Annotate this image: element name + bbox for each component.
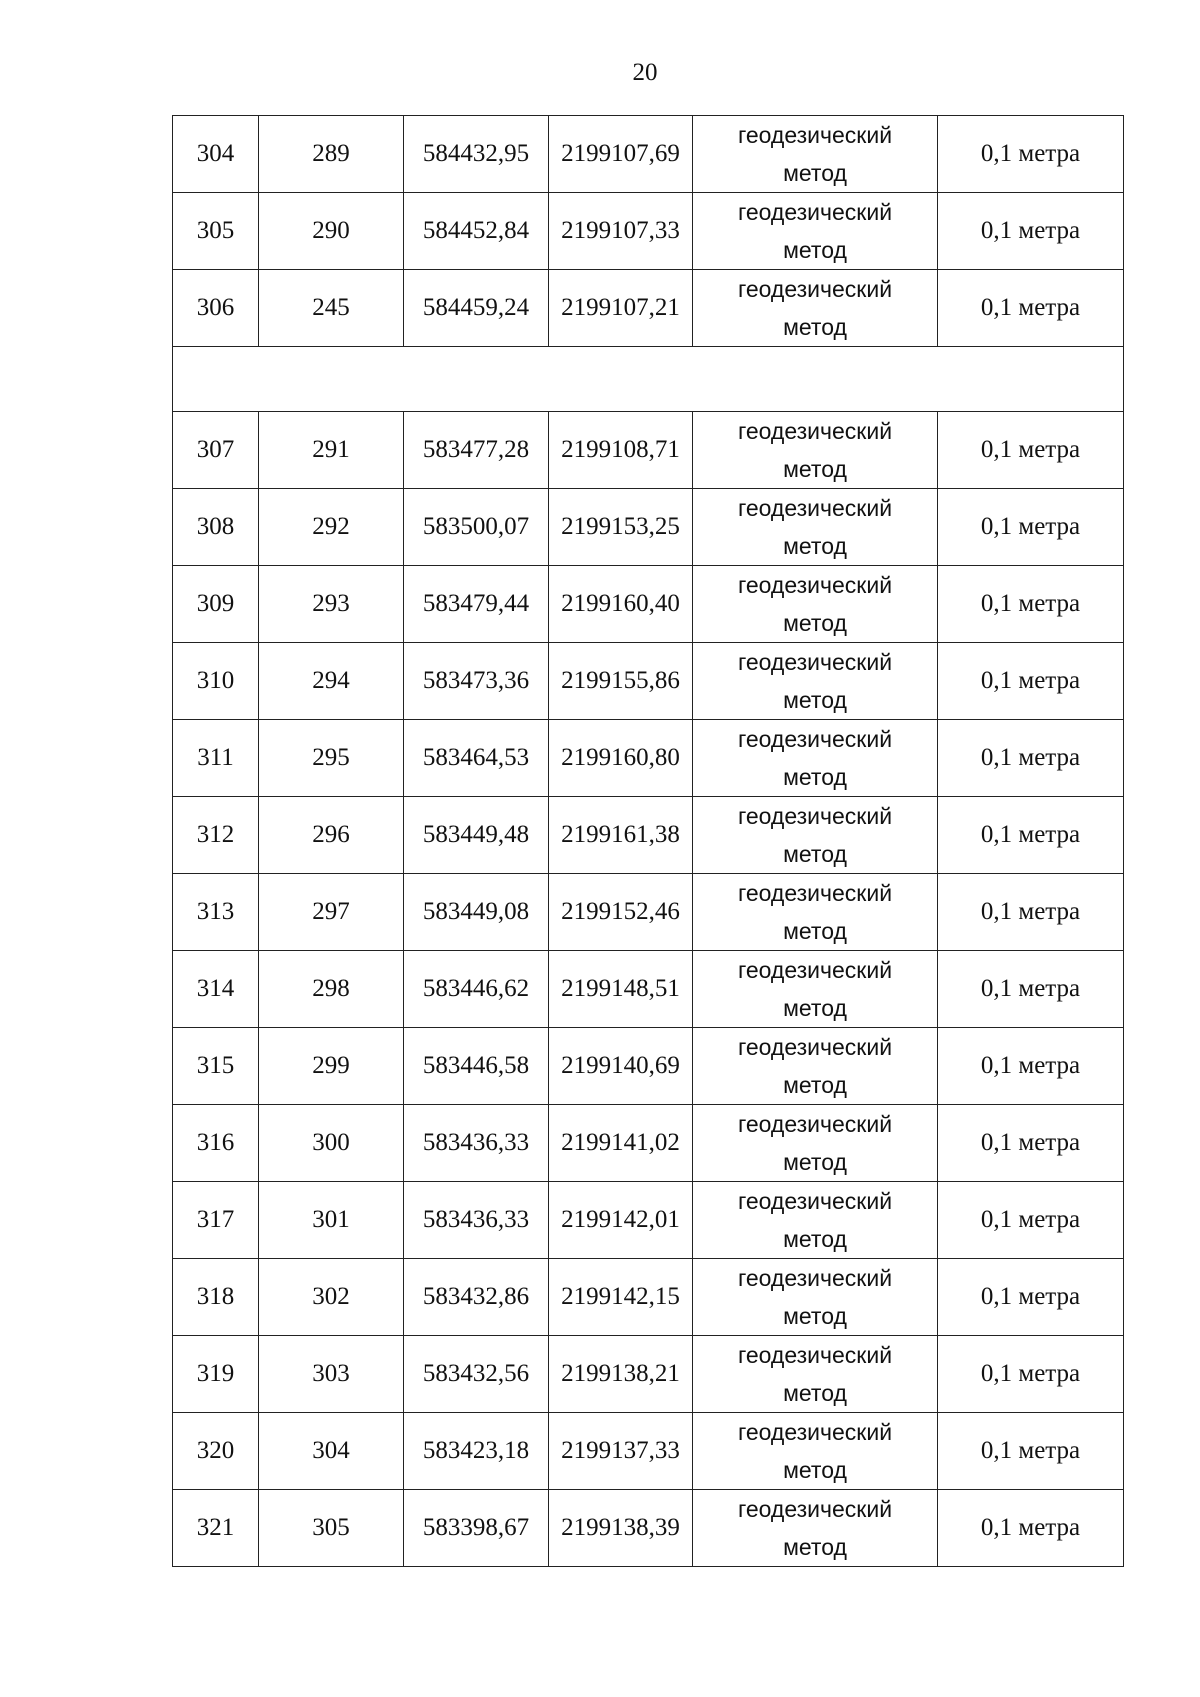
point-number-cell: 245 [259, 270, 404, 347]
row-number-cell: 321 [173, 1490, 259, 1567]
method-cell [693, 566, 938, 643]
method-line: геодезический [737, 122, 893, 148]
accuracy-cell: 0,1 метра [938, 1259, 1124, 1336]
method-line: геодезический [737, 199, 893, 225]
method-cell [693, 720, 938, 797]
x-coordinate-cell: 583423,18 [404, 1413, 549, 1490]
method-line: метод [783, 1072, 847, 1098]
x-coordinate-cell: 583446,62 [404, 951, 549, 1028]
point-number-cell: 303 [259, 1336, 404, 1413]
row-number-cell: 304 [173, 116, 259, 193]
method-line: геодезический [737, 1188, 893, 1214]
y-coordinate-cell: 2199107,69 [549, 116, 693, 193]
method-line: геодезический [737, 1034, 893, 1060]
point-number-cell: 297 [259, 874, 404, 951]
point-number-cell: 295 [259, 720, 404, 797]
table-row [173, 1105, 1124, 1182]
y-coordinate-cell: 2199142,15 [549, 1259, 693, 1336]
accuracy-cell: 0,1 метра [938, 874, 1124, 951]
table-row [173, 1336, 1124, 1413]
method-line: метод [783, 918, 847, 944]
accuracy-cell: 0,1 метра [938, 1028, 1124, 1105]
accuracy-cell: 0,1 метра [938, 412, 1124, 489]
y-coordinate-cell: 2199138,39 [549, 1490, 693, 1567]
method-line: метод [783, 1457, 847, 1483]
table-row [173, 797, 1124, 874]
method-line: геодезический [737, 1342, 893, 1368]
method-cell [693, 193, 938, 270]
y-coordinate-cell: 2199108,71 [549, 412, 693, 489]
x-coordinate-cell: 584459,24 [404, 270, 549, 347]
coordinates-table [172, 115, 1124, 1567]
point-number-cell: 305 [259, 1490, 404, 1567]
row-number-cell: 318 [173, 1259, 259, 1336]
point-number-cell: 292 [259, 489, 404, 566]
y-coordinate-cell: 2199141,02 [549, 1105, 693, 1182]
method-line: метод [783, 995, 847, 1021]
accuracy-cell: 0,1 метра [938, 643, 1124, 720]
method-line: метод [783, 1303, 847, 1329]
method-line: геодезический [737, 880, 893, 906]
method-cell [693, 643, 938, 720]
method-cell [693, 797, 938, 874]
accuracy-cell: 0,1 метра [938, 951, 1124, 1028]
method-cell [693, 951, 938, 1028]
point-number-cell: 298 [259, 951, 404, 1028]
point-number-cell: 296 [259, 797, 404, 874]
table-separator-row [173, 347, 1124, 412]
method-line: геодезический [737, 418, 893, 444]
row-number-cell: 320 [173, 1413, 259, 1490]
accuracy-cell: 0,1 метра [938, 1182, 1124, 1259]
method-cell [693, 412, 938, 489]
row-number-cell: 316 [173, 1105, 259, 1182]
method-cell [693, 1182, 938, 1259]
accuracy-cell: 0,1 метра [938, 489, 1124, 566]
y-coordinate-cell: 2199107,21 [549, 270, 693, 347]
y-coordinate-cell: 2199152,46 [549, 874, 693, 951]
method-line: геодезический [737, 1265, 893, 1291]
point-number-cell: 289 [259, 116, 404, 193]
table-row [173, 1259, 1124, 1336]
x-coordinate-cell: 584432,95 [404, 116, 549, 193]
table-row [173, 1413, 1124, 1490]
method-line: метод [783, 1380, 847, 1406]
table-row [173, 874, 1124, 951]
row-number-cell: 306 [173, 270, 259, 347]
method-line: геодезический [737, 495, 893, 521]
x-coordinate-cell: 583436,33 [404, 1105, 549, 1182]
x-coordinate-cell: 583432,86 [404, 1259, 549, 1336]
x-coordinate-cell: 583436,33 [404, 1182, 549, 1259]
method-line: геодезический [737, 1111, 893, 1137]
x-coordinate-cell: 583479,44 [404, 566, 549, 643]
table-row [173, 720, 1124, 797]
method-line: метод [783, 841, 847, 867]
table-row [173, 193, 1124, 270]
method-line: геодезический [737, 957, 893, 983]
method-line: метод [783, 1226, 847, 1252]
method-line: геодезический [737, 276, 893, 302]
accuracy-cell: 0,1 метра [938, 566, 1124, 643]
table-row [173, 412, 1124, 489]
point-number-cell: 291 [259, 412, 404, 489]
table-row [173, 1182, 1124, 1259]
table-row [173, 116, 1124, 193]
row-number-cell: 319 [173, 1336, 259, 1413]
method-cell [693, 874, 938, 951]
accuracy-cell: 0,1 метра [938, 193, 1124, 270]
y-coordinate-cell: 2199148,51 [549, 951, 693, 1028]
y-coordinate-cell: 2199155,86 [549, 643, 693, 720]
point-number-cell: 300 [259, 1105, 404, 1182]
x-coordinate-cell: 583477,28 [404, 412, 549, 489]
row-number-cell: 312 [173, 797, 259, 874]
x-coordinate-cell: 583398,67 [404, 1490, 549, 1567]
y-coordinate-cell: 2199153,25 [549, 489, 693, 566]
table-row [173, 951, 1124, 1028]
point-number-cell: 290 [259, 193, 404, 270]
table-row [173, 643, 1124, 720]
method-cell [693, 1259, 938, 1336]
accuracy-cell: 0,1 метра [938, 720, 1124, 797]
method-cell [693, 270, 938, 347]
x-coordinate-cell: 583432,56 [404, 1336, 549, 1413]
point-number-cell: 302 [259, 1259, 404, 1336]
row-number-cell: 315 [173, 1028, 259, 1105]
row-number-cell: 309 [173, 566, 259, 643]
row-number-cell: 305 [173, 193, 259, 270]
method-cell [693, 1336, 938, 1413]
y-coordinate-cell: 2199160,40 [549, 566, 693, 643]
table-row [173, 1028, 1124, 1105]
page-number: 20 [632, 59, 658, 86]
row-number-cell: 313 [173, 874, 259, 951]
point-number-cell: 294 [259, 643, 404, 720]
method-line: метод [783, 687, 847, 713]
point-number-cell: 301 [259, 1182, 404, 1259]
table-row [173, 489, 1124, 566]
row-number-cell: 314 [173, 951, 259, 1028]
y-coordinate-cell: 2199137,33 [549, 1413, 693, 1490]
method-cell [693, 489, 938, 566]
y-coordinate-cell: 2199107,33 [549, 193, 693, 270]
row-number-cell: 317 [173, 1182, 259, 1259]
method-line: метод [783, 456, 847, 482]
y-coordinate-cell: 2199161,38 [549, 797, 693, 874]
method-cell [693, 1413, 938, 1490]
y-coordinate-cell: 2199142,01 [549, 1182, 693, 1259]
row-number-cell: 310 [173, 643, 259, 720]
method-line: метод [783, 1534, 847, 1560]
x-coordinate-cell: 583473,36 [404, 643, 549, 720]
row-number-cell: 307 [173, 412, 259, 489]
point-number-cell: 304 [259, 1413, 404, 1490]
accuracy-cell: 0,1 метра [938, 1105, 1124, 1182]
x-coordinate-cell: 583500,07 [404, 489, 549, 566]
method-line: метод [783, 237, 847, 263]
accuracy-cell: 0,1 метра [938, 1490, 1124, 1567]
x-coordinate-cell: 583446,58 [404, 1028, 549, 1105]
x-coordinate-cell: 584452,84 [404, 193, 549, 270]
accuracy-cell: 0,1 метра [938, 797, 1124, 874]
y-coordinate-cell: 2199140,69 [549, 1028, 693, 1105]
table-row [173, 270, 1124, 347]
method-line: метод [783, 1149, 847, 1175]
method-line: геодезический [737, 572, 893, 598]
accuracy-cell: 0,1 метра [938, 1413, 1124, 1490]
method-line: геодезический [737, 1496, 893, 1522]
method-line: геодезический [737, 803, 893, 829]
point-number-cell: 299 [259, 1028, 404, 1105]
method-line: метод [783, 764, 847, 790]
accuracy-cell: 0,1 метра [938, 116, 1124, 193]
method-line: метод [783, 610, 847, 636]
table-body [173, 116, 1124, 1567]
accuracy-cell: 0,1 метра [938, 1336, 1124, 1413]
method-cell [693, 1105, 938, 1182]
x-coordinate-cell: 583449,48 [404, 797, 549, 874]
accuracy-cell: 0,1 метра [938, 270, 1124, 347]
table-row [173, 566, 1124, 643]
point-number-cell: 293 [259, 566, 404, 643]
method-line: метод [783, 314, 847, 340]
method-cell [693, 116, 938, 193]
separator-cell [173, 347, 1124, 412]
method-line: геодезический [737, 726, 893, 752]
row-number-cell: 308 [173, 489, 259, 566]
table-row [173, 1490, 1124, 1567]
method-line: геодезический [737, 1419, 893, 1445]
method-cell [693, 1028, 938, 1105]
method-line: метод [783, 160, 847, 186]
method-cell [693, 1490, 938, 1567]
x-coordinate-cell: 583464,53 [404, 720, 549, 797]
method-line: геодезический [737, 649, 893, 675]
y-coordinate-cell: 2199160,80 [549, 720, 693, 797]
x-coordinate-cell: 583449,08 [404, 874, 549, 951]
y-coordinate-cell: 2199138,21 [549, 1336, 693, 1413]
method-line: метод [783, 533, 847, 559]
row-number-cell: 311 [173, 720, 259, 797]
